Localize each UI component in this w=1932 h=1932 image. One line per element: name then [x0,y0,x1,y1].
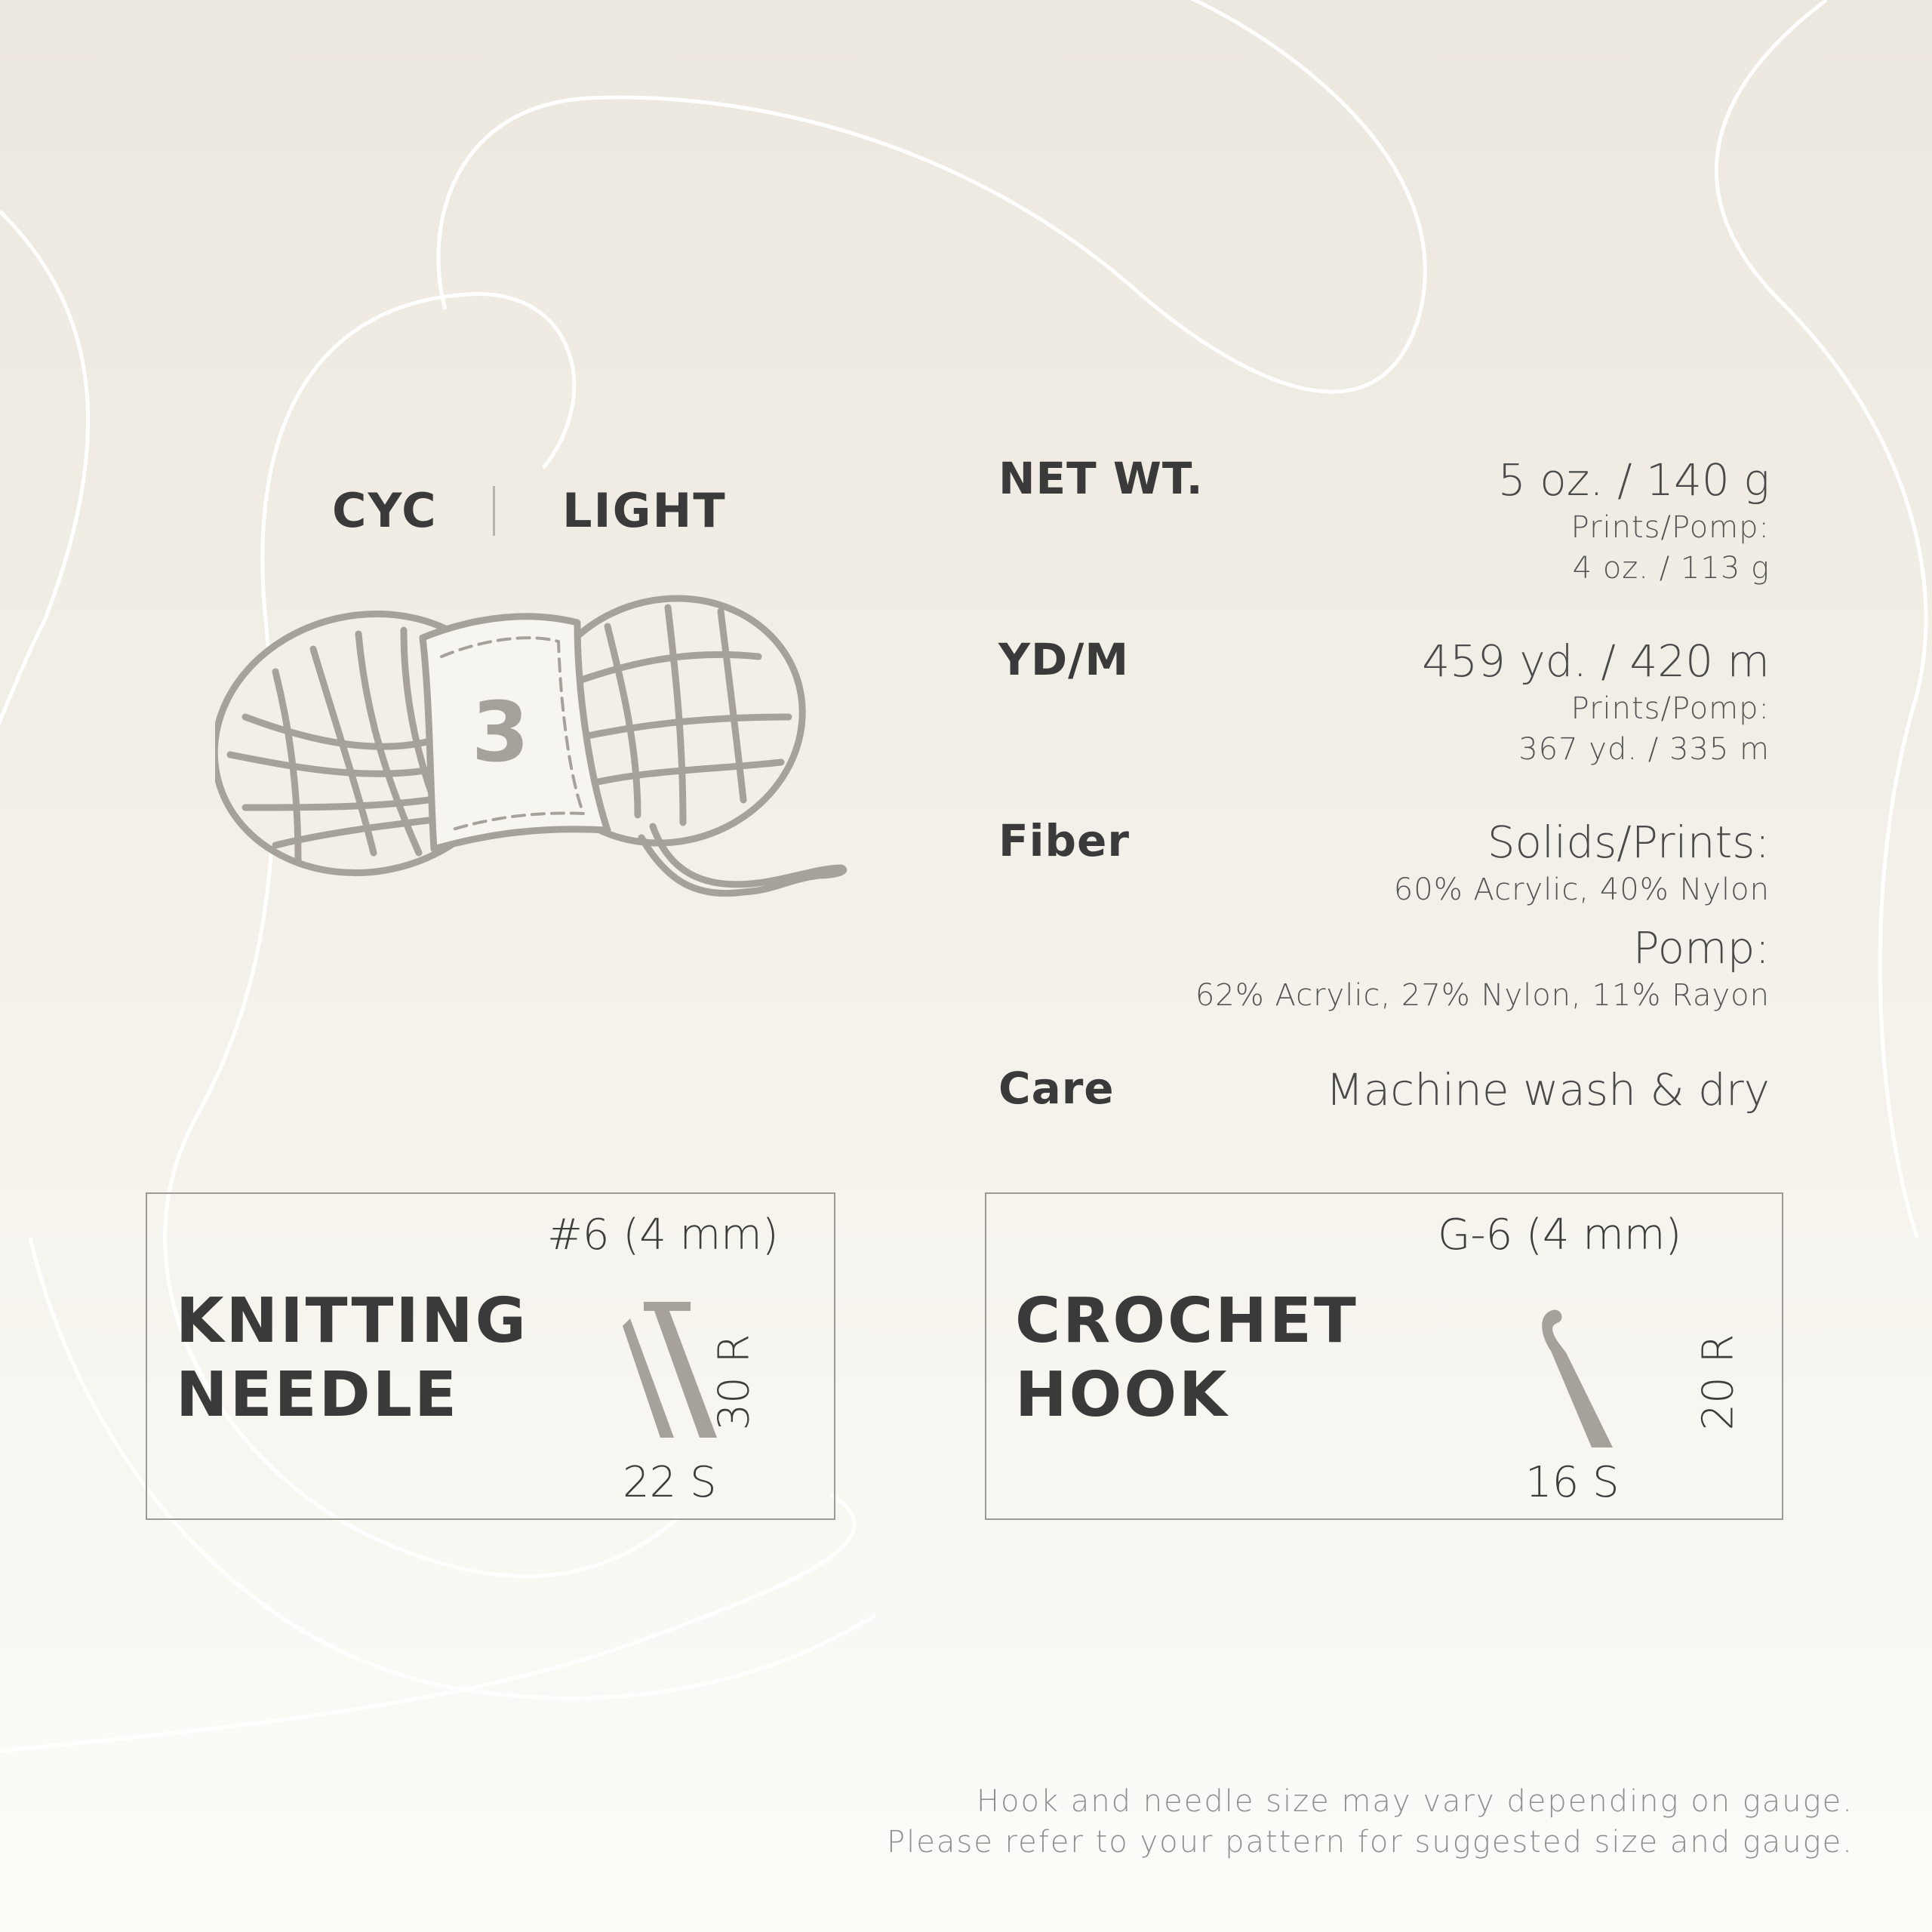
care-label: Care [998,1063,1115,1114]
knitting-needle-title: KNITTING NEEDLE [176,1285,528,1431]
crochet-hook-box [985,1192,1783,1520]
yardage-sub-value: 367 yd. / 335 m [1518,732,1770,767]
cyc-weight-header [332,483,727,543]
cyc-divider [493,486,495,536]
fiber-solids-label: Solids/Prints: [1487,817,1770,868]
yarn-skein-icon [215,566,849,906]
yardage-sub-label: Prints/Pomp: [1571,691,1770,726]
spec-fiber [998,815,1770,1026]
crochet-stitches: 16 S [1525,1458,1620,1507]
fiber-solids-value: 60% Acrylic, 40% Nylon [1393,872,1770,907]
weight-label: LIGHT [562,483,727,538]
knitting-needle-size: #6 (4 mm) [547,1211,779,1260]
crochet-hook-title: CROCHET HOOK [1015,1285,1358,1431]
yardage-label: YD/M [998,634,1130,685]
spec-care [998,1063,1770,1123]
footnote-line-2: Please refer to your pattern for suggested size and gauge. [887,1825,1854,1860]
spec-net-weight [998,453,1770,589]
crochet-rows: 20 R [1694,1334,1743,1431]
care-value: Machine wash & dry [1325,1064,1770,1115]
fiber-pomp-label: Pomp: [1632,922,1770,974]
crochet-hook-size: G-6 (4 mm) [1438,1211,1682,1260]
net-weight-sub-label: Prints/Pomp: [1571,510,1770,545]
knitting-stitches: 22 S [623,1458,717,1507]
net-weight-value: 5 oz. / 140 g [1497,454,1770,506]
crochet-hook-icon [1530,1306,1620,1449]
gauge-footnote [887,1781,1854,1863]
yardage-value: 459 yd. / 420 m [1422,635,1770,687]
knitting-rows: 30 R [709,1334,759,1431]
fiber-pomp-value: 62% Acrylic, 27% Nylon, 11% Rayon [1195,978,1770,1013]
net-weight-label: NET WT. [998,453,1204,504]
knitting-needle-box [146,1192,835,1520]
fiber-label: Fiber [998,815,1130,866]
cyc-label: CYC [332,483,438,538]
footnote-line-1: Hook and needle size may vary depending on gauge. [976,1784,1854,1819]
net-weight-sub-value: 4 oz. / 113 g [1572,551,1770,586]
cyc-number: 3 [471,684,530,780]
spec-yardage [998,634,1770,770]
